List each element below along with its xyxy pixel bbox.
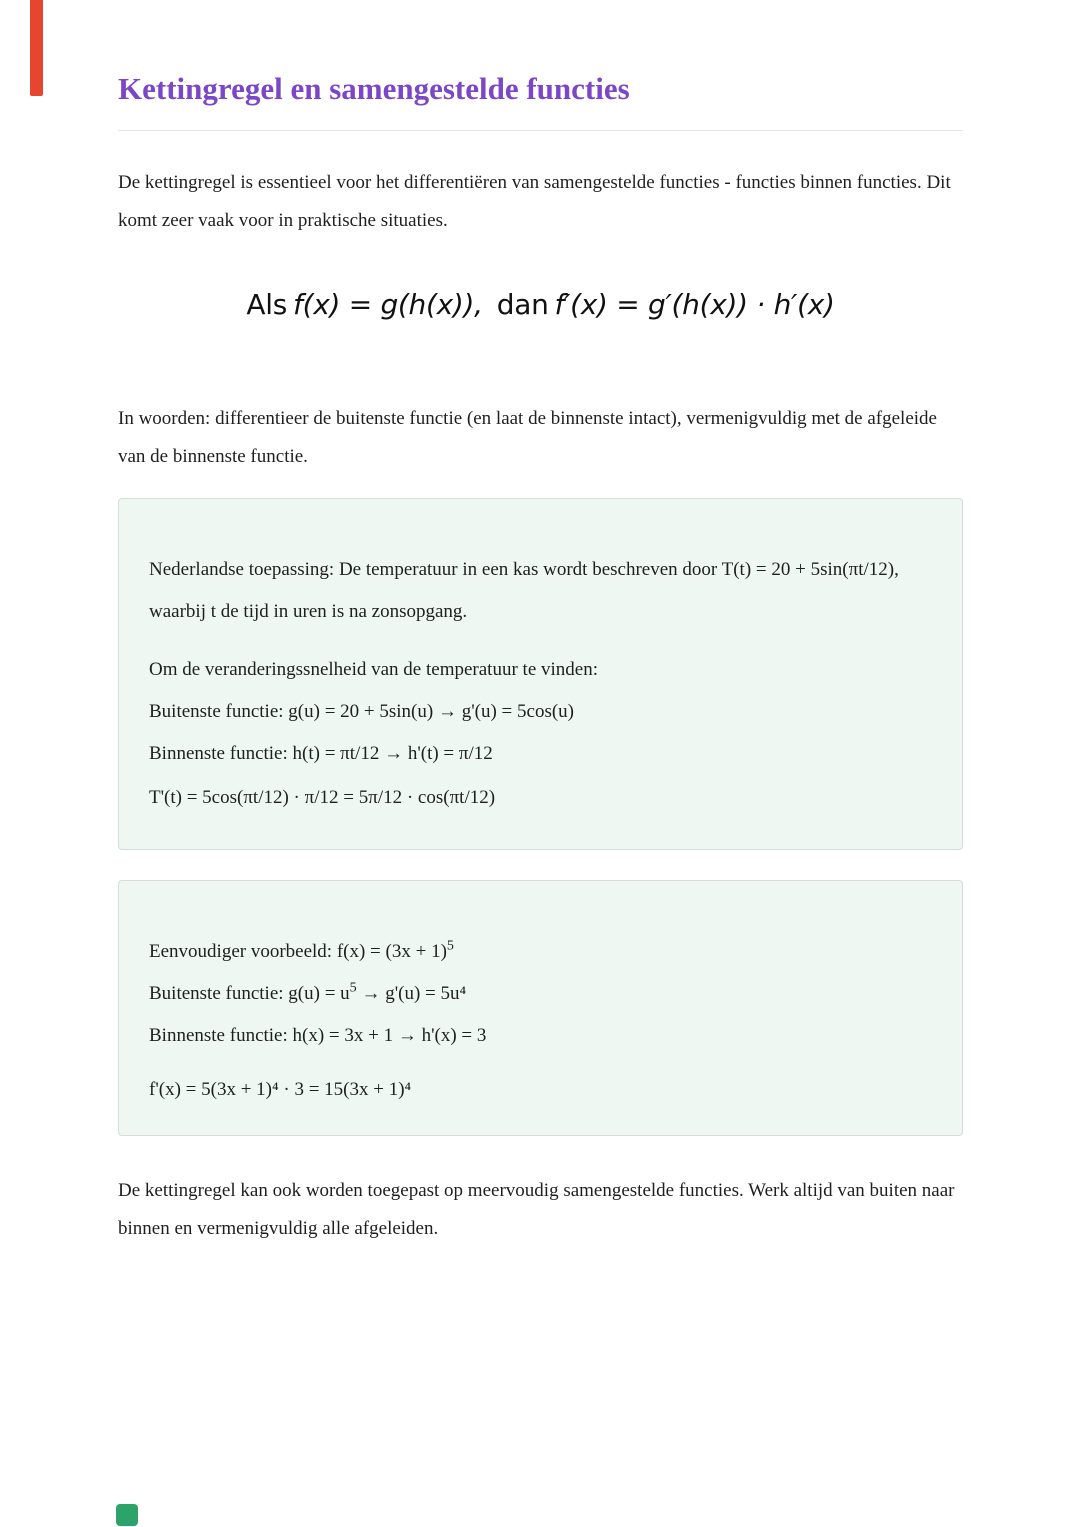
inner-function-line: Binnenste functie: h(t) = πt/12 → h'(t) = π/12 xyxy=(149,742,493,764)
example-line-text: Eenvoudiger voorbeeld: f(x) = (3x + 1) xyxy=(149,940,447,962)
chain-rule-formula xyxy=(118,282,963,328)
page-title: Kettingregel en samengestelde functies xyxy=(118,0,963,131)
formula-derivative: f′(x) = g′(h(x)) · h′(x) xyxy=(554,287,835,321)
formula-word-dan: dan xyxy=(496,287,549,321)
example-line xyxy=(149,937,454,962)
goal-line: Om de veranderingssnelheid van de temperatuur te vinden: xyxy=(149,658,598,680)
closing-paragraph: De kettingregel kan ook worden toegepast op meervoudig samengestelde functies. Werk altijd van buiten naar binnen en vermenigvuldig alle afgeleiden. xyxy=(118,1179,955,1239)
bottom-left-badge xyxy=(116,1504,138,1526)
temperature-result-line: T'(t) = 5cos(πt/12) · π/12 = 5π/12 · cos(πt/12) xyxy=(149,786,496,808)
application-text: Nederlandse toepassing: De temperatuur in een kas wordt beschreven door T(t) = 20 + 5sin(πt/12), waarbij t de tijd in uren is na zonsopgang. xyxy=(149,558,899,622)
example-box-greenhouse xyxy=(118,498,963,850)
outer-exponent: 5 xyxy=(349,979,357,996)
formula-word-als: Als xyxy=(246,287,288,321)
intro-paragraph: De kettingregel is essentieel voor het differentiëren van samengestelde functies - functies binnen functies. Dit komt zeer vaak voor in praktische situaties. xyxy=(118,171,951,231)
outer-function-line: Buitenste functie: g(u) = 20 + 5sin(u) → g'(u) = 5cos(u) xyxy=(149,700,574,722)
in-words-paragraph: In woorden: differentieer de buitenste functie (en laat de binnenste intact), vermenigvuldig met de afgeleide van de binnenste functie. xyxy=(118,407,937,467)
inner-function-line: Binnenste functie: h(x) = 3x + 1 → h'(x) = 3 xyxy=(149,1024,487,1046)
power-result-line: f'(x) = 5(3x + 1)⁴ · 3 = 15(3x + 1)⁴ xyxy=(149,1078,412,1100)
outer-line-suffix: → g'(u) = 5u⁴ xyxy=(356,982,467,1004)
example-steps xyxy=(149,931,932,1057)
document-body xyxy=(118,0,963,1248)
derivation-steps xyxy=(149,649,932,775)
outer-function-line xyxy=(149,979,467,1004)
example-exponent: 5 xyxy=(446,937,454,954)
left-edge-marker xyxy=(30,0,43,96)
example-box-power-rule xyxy=(118,880,963,1136)
outer-line-text: Buitenste functie: g(u) = u xyxy=(149,982,350,1004)
formula-composite: f(x) = g(h(x)), xyxy=(293,287,483,321)
